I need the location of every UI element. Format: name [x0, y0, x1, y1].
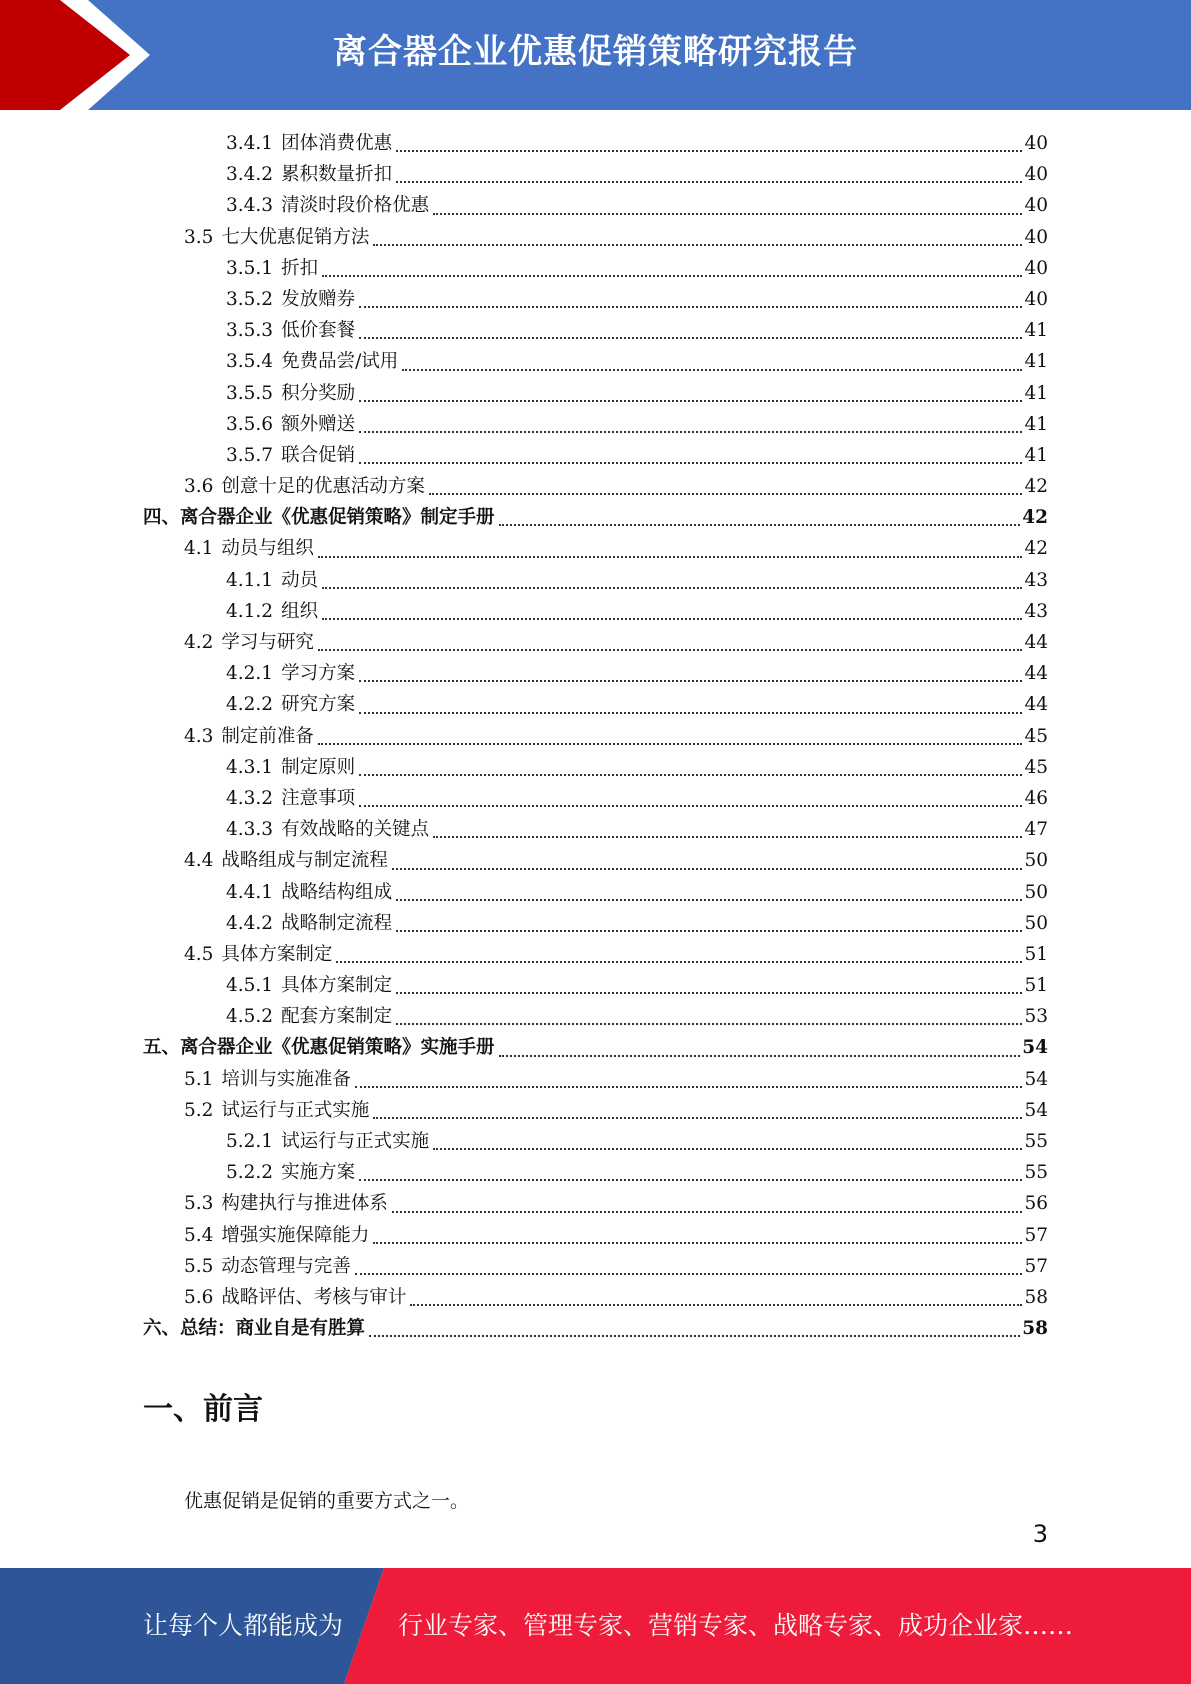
toc-entry-title: 制定前准备: [221, 725, 314, 747]
toc-entry-title: 发放赠券: [281, 288, 356, 310]
toc-dot-leader: [499, 524, 1021, 526]
toc-dot-leader: [402, 369, 1022, 371]
toc-dot-leader: [433, 836, 1022, 838]
toc-dot-leader: [373, 1242, 1022, 1244]
page-footer: [0, 1568, 1191, 1684]
toc-entry-page: 44: [1024, 694, 1048, 716]
toc-entry-number: 4.4.1: [226, 881, 274, 903]
toc-entry-number: 4.5.2: [226, 1006, 274, 1028]
toc-entry-title: 七大优惠促销方法: [221, 226, 370, 248]
toc-entry-number: 5.2.1: [226, 1131, 274, 1152]
toc-entry-page: 41: [1024, 320, 1048, 342]
toc-entry-number: 4.1.2: [226, 600, 274, 622]
toc-dot-leader: [396, 899, 1022, 901]
toc-entry-number: 3.5.3: [226, 320, 274, 342]
toc-entry-number: 3.5.2: [226, 288, 274, 310]
toc-entry-title: 实施方案: [281, 1162, 356, 1184]
section-heading: 一、前言: [143, 1392, 263, 1427]
toc-entry-title: 动员与组织: [221, 538, 314, 560]
toc-entry-number: 4.3.2: [226, 787, 274, 809]
toc-entry[interactable]: [143, 159, 1048, 190]
toc-entry-number: 4.3.1: [226, 756, 274, 778]
toc-entry[interactable]: [143, 1282, 1048, 1313]
toc-entry[interactable]: [143, 1251, 1048, 1282]
toc-dot-leader: [433, 213, 1022, 215]
toc-entry-page: 53: [1024, 1006, 1048, 1028]
toc-entry-title: 培训与实施准备: [221, 1068, 351, 1090]
toc-entry-title: 组织: [281, 600, 319, 622]
toc-entry-page: 47: [1024, 819, 1048, 841]
toc-entry-number: 3.5: [184, 226, 214, 248]
toc-dot-leader: [433, 1148, 1022, 1150]
toc-entry-page: 56: [1024, 1193, 1048, 1215]
toc-dot-leader: [410, 1304, 1022, 1306]
toc-dot-leader: [318, 556, 1023, 558]
toc-entry[interactable]: [143, 658, 1048, 689]
page-header: [0, 0, 1191, 110]
toc-entry[interactable]: [143, 222, 1048, 253]
toc-entry-number: 5.1: [184, 1068, 214, 1090]
toc-entry[interactable]: [143, 378, 1048, 409]
toc-entry-page: 54: [1024, 1099, 1048, 1121]
toc-entry[interactable]: [143, 596, 1048, 627]
toc-entry-title: 研究方案: [281, 694, 356, 716]
body-paragraph: 优惠促销是促销的重要方式之一。: [184, 1490, 470, 1512]
toc-entry-title: 额外赠送: [281, 413, 356, 435]
toc-entry-number: 5.5: [184, 1255, 214, 1277]
toc-entry[interactable]: [143, 1032, 1048, 1063]
toc-entry-number: 六、: [143, 1318, 181, 1340]
table-of-contents: [143, 128, 1048, 1344]
toc-entry[interactable]: [143, 409, 1048, 440]
toc-entry[interactable]: [143, 1095, 1048, 1126]
toc-dot-leader: [396, 150, 1022, 152]
toc-dot-leader: [373, 1117, 1022, 1119]
toc-entry[interactable]: [143, 814, 1048, 845]
toc-entry-title: 免费品尝/试用: [281, 351, 399, 373]
toc-entry-number: 3.5.7: [226, 444, 274, 466]
toc-entry-title: 积分奖励: [281, 382, 356, 404]
toc-entry-page: 50: [1024, 912, 1048, 934]
toc-entry-title: 离合器企业《优惠促销策略》实施手册: [180, 1037, 495, 1059]
toc-dot-leader: [359, 680, 1022, 682]
toc-dot-leader: [396, 1023, 1022, 1025]
toc-entry[interactable]: [143, 471, 1048, 502]
toc-dot-leader: [392, 868, 1023, 870]
toc-entry-page: 42: [1024, 538, 1048, 560]
toc-entry[interactable]: [143, 877, 1048, 908]
toc-entry[interactable]: [143, 253, 1048, 284]
toc-entry-page: 46: [1024, 787, 1048, 809]
toc-entry-page: 55: [1024, 1131, 1048, 1152]
toc-entry-page: 50: [1024, 881, 1048, 903]
toc-entry-number: 5.4: [184, 1224, 214, 1246]
toc-entry-title: 联合促销: [281, 444, 356, 466]
toc-entry-number: 五、: [143, 1037, 181, 1059]
toc-entry-title: 离合器企业《优惠促销策略》制定手册: [180, 507, 495, 529]
toc-entry[interactable]: [143, 1313, 1048, 1344]
toc-entry[interactable]: [143, 1188, 1048, 1219]
toc-entry[interactable]: [143, 1001, 1048, 1032]
toc-entry[interactable]: [143, 752, 1048, 783]
toc-entry-number: 3.5.6: [226, 413, 274, 435]
toc-dot-leader: [359, 774, 1022, 776]
toc-entry-page: 51: [1024, 943, 1048, 965]
toc-entry-page: 41: [1024, 444, 1048, 466]
toc-entry-page: 40: [1024, 133, 1048, 154]
toc-entry[interactable]: [143, 533, 1048, 564]
toc-entry-page: 51: [1024, 975, 1048, 997]
toc-entry-number: 5.2: [184, 1099, 214, 1121]
toc-entry[interactable]: [143, 565, 1048, 596]
toc-entry-page: 42: [1024, 476, 1048, 498]
toc-dot-leader: [322, 618, 1022, 620]
toc-dot-leader: [392, 1211, 1023, 1213]
toc-entry-number: 5.2.2: [226, 1162, 274, 1184]
toc-entry-page: 45: [1024, 756, 1048, 778]
footer-slogan-right: 行业专家、管理专家、营销专家、战略专家、成功企业家……: [398, 1611, 1074, 1640]
toc-entry-title: 试运行与正式实施: [281, 1131, 430, 1152]
toc-entry-title: 注意事项: [281, 787, 356, 809]
toc-dot-leader: [429, 493, 1023, 495]
toc-entry-page: 41: [1024, 382, 1048, 404]
toc-entry-title: 具体方案制定: [281, 975, 393, 997]
toc-entry-title: 动态管理与完善: [221, 1255, 351, 1277]
toc-entry-title: 学习方案: [281, 663, 356, 685]
toc-dot-leader: [359, 1179, 1022, 1181]
toc-entry-page: 58: [1022, 1318, 1048, 1340]
toc-entry-title: 创意十足的优惠活动方案: [221, 476, 425, 498]
toc-entry-title: 总结：商业自是有胜算: [180, 1318, 366, 1340]
toc-entry-number: 3.5.5: [226, 382, 274, 404]
toc-entry-title: 清淡时段价格优惠: [281, 195, 430, 217]
toc-entry[interactable]: [143, 845, 1048, 876]
toc-entry-page: 58: [1024, 1286, 1048, 1308]
toc-entry-number: 4.2: [184, 632, 214, 653]
toc-entry-number: 5.3: [184, 1193, 214, 1215]
toc-entry-number: 4.4: [184, 850, 214, 872]
toc-entry-number: 3.4.2: [226, 164, 274, 186]
toc-dot-leader: [396, 930, 1022, 932]
toc-dot-leader: [359, 431, 1022, 433]
toc-dot-leader: [359, 462, 1022, 464]
toc-dot-leader: [396, 181, 1022, 183]
toc-entry[interactable]: [143, 315, 1048, 346]
toc-dot-leader: [499, 1055, 1021, 1057]
toc-entry-title: 低价套餐: [281, 320, 356, 342]
toc-entry-page: 40: [1024, 226, 1048, 248]
toc-entry-number: 4.4.2: [226, 912, 274, 934]
toc-entry[interactable]: [143, 440, 1048, 471]
toc-dot-leader: [359, 712, 1022, 714]
toc-entry-number: 4.3: [184, 725, 214, 747]
toc-entry-number: 4.2.1: [226, 663, 274, 685]
toc-entry[interactable]: [143, 1064, 1048, 1095]
toc-entry-number: 4.5.1: [226, 975, 274, 997]
toc-entry-page: 50: [1024, 850, 1048, 872]
toc-entry[interactable]: [143, 502, 1048, 533]
toc-dot-leader: [318, 743, 1023, 745]
toc-entry-title: 试运行与正式实施: [221, 1099, 370, 1121]
toc-entry-number: 4.2.2: [226, 694, 274, 716]
toc-dot-leader: [355, 1086, 1023, 1088]
toc-dot-leader: [396, 992, 1022, 994]
toc-entry-page: 43: [1024, 600, 1048, 622]
toc-entry-page: 41: [1024, 351, 1048, 373]
toc-entry-title: 有效战略的关键点: [281, 819, 430, 841]
toc-entry-page: 54: [1024, 1068, 1048, 1090]
toc-entry-title: 战略组成与制定流程: [221, 850, 388, 872]
toc-dot-leader: [359, 306, 1022, 308]
toc-entry[interactable]: [143, 128, 1048, 159]
toc-entry-page: 57: [1024, 1255, 1048, 1277]
toc-entry[interactable]: [143, 284, 1048, 315]
toc-entry[interactable]: [143, 783, 1048, 814]
toc-entry-title: 制定原则: [281, 756, 356, 778]
toc-dot-leader: [336, 961, 1022, 963]
toc-entry-page: 44: [1024, 632, 1048, 653]
toc-dot-leader: [359, 337, 1022, 339]
toc-entry-number: 3.6: [184, 476, 214, 498]
toc-dot-leader: [322, 275, 1022, 277]
toc-entry-number: 3.4.3: [226, 195, 274, 217]
toc-entry-page: 41: [1024, 413, 1048, 435]
toc-entry[interactable]: [143, 1157, 1048, 1188]
toc-entry-title: 构建执行与推进体系: [221, 1193, 388, 1215]
toc-entry[interactable]: [143, 627, 1048, 658]
toc-entry[interactable]: [143, 908, 1048, 939]
toc-entry-number: 四、: [143, 507, 181, 529]
toc-entry-number: 3.5.4: [226, 351, 274, 373]
toc-dot-leader: [322, 587, 1022, 589]
toc-entry[interactable]: [143, 1126, 1048, 1157]
toc-entry[interactable]: [143, 190, 1048, 221]
toc-entry-number: 4.3.3: [226, 819, 274, 841]
toc-entry[interactable]: [143, 721, 1048, 752]
toc-entry-title: 增强实施保障能力: [221, 1224, 370, 1246]
toc-entry-title: 累积数量折扣: [281, 164, 393, 186]
report-title: 离合器企业优惠促销策略研究报告: [333, 32, 858, 72]
toc-entry-number: 4.1: [184, 538, 214, 560]
toc-entry-page: 42: [1022, 507, 1048, 529]
toc-entry[interactable]: [143, 939, 1048, 970]
toc-entry-number: 4.1.1: [226, 569, 274, 591]
toc-entry[interactable]: [143, 689, 1048, 720]
toc-entry-page: 57: [1024, 1224, 1048, 1246]
toc-entry-number: 5.6: [184, 1286, 214, 1308]
toc-entry-title: 团体消费优惠: [281, 133, 393, 154]
toc-dot-leader: [355, 1273, 1023, 1275]
toc-entry-page: 40: [1024, 288, 1048, 310]
toc-dot-leader: [359, 400, 1022, 402]
toc-entry-title: 战略结构组成: [281, 881, 393, 903]
toc-entry-title: 具体方案制定: [221, 943, 333, 965]
toc-entry-title: 战略评估、考核与审计: [221, 1286, 407, 1308]
toc-entry-title: 动员: [281, 569, 319, 591]
toc-dot-leader: [373, 244, 1022, 246]
toc-entry-page: 44: [1024, 663, 1048, 685]
toc-entry-page: 43: [1024, 569, 1048, 591]
toc-entry-number: 3.5.1: [226, 257, 274, 279]
toc-dot-leader: [359, 805, 1022, 807]
toc-entry-page: 40: [1024, 257, 1048, 279]
toc-entry[interactable]: [143, 970, 1048, 1001]
toc-entry-title: 配套方案制定: [281, 1006, 393, 1028]
toc-entry-number: 4.5: [184, 943, 214, 965]
toc-entry-page: 45: [1024, 725, 1048, 747]
toc-entry-title: 战略制定流程: [281, 912, 393, 934]
toc-entry[interactable]: [143, 346, 1048, 377]
toc-entry-page: 54: [1022, 1037, 1048, 1059]
toc-entry[interactable]: [143, 1220, 1048, 1251]
toc-entry-page: 40: [1024, 164, 1048, 186]
toc-entry-title: 折扣: [281, 257, 319, 279]
toc-entry-title: 学习与研究: [221, 632, 314, 653]
toc-dot-leader: [318, 649, 1023, 651]
toc-entry-page: 40: [1024, 195, 1048, 217]
footer-slogan-left: 让每个人都能成为: [143, 1611, 344, 1640]
toc-entry-page: 55: [1024, 1162, 1048, 1184]
toc-dot-leader: [369, 1335, 1020, 1337]
page-number: 3: [1032, 1520, 1048, 1548]
toc-entry-number: 3.4.1: [226, 133, 274, 154]
